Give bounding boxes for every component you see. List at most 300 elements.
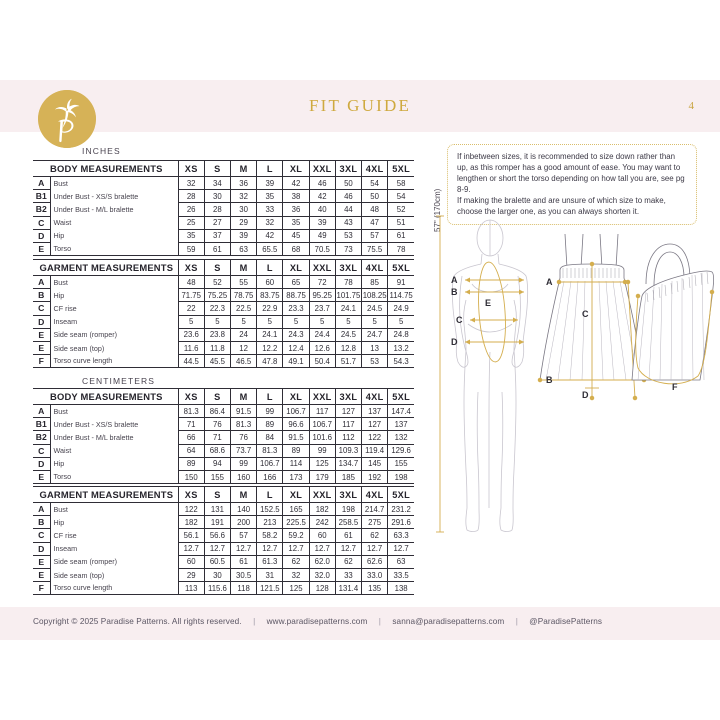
cell-3xl: 61	[335, 529, 361, 542]
size-header-5xl: 5XL	[388, 260, 414, 276]
row-label: Side seam (romper)	[50, 328, 178, 341]
page-number: 4	[688, 100, 694, 112]
cell-4xl: 275	[362, 516, 388, 529]
cell-xl: 65	[283, 276, 309, 289]
row-key: A	[33, 177, 50, 190]
table-header-row	[33, 260, 414, 276]
table-body	[33, 177, 414, 256]
cell-3xl: 101.75	[335, 289, 361, 302]
cell-xl: 12.7	[283, 542, 309, 555]
cell-xl: 59.2	[283, 529, 309, 542]
cell-3xl: 112	[335, 431, 361, 444]
cell-s: 86.4	[204, 405, 230, 418]
row-key: F	[33, 582, 50, 595]
size-header-s: S	[204, 161, 230, 177]
cell-xs: 26	[178, 203, 204, 216]
cell-3xl: 12.7	[335, 542, 361, 555]
cell-xs: 71.75	[178, 289, 204, 302]
cell-4xl: 137	[362, 405, 388, 418]
cell-xs: 48	[178, 276, 204, 289]
row-label: Under Bust - XS/S bralette	[50, 190, 178, 203]
cell-m: 78.75	[231, 289, 257, 302]
footer-social[interactable]: @ParadisePatterns	[529, 617, 603, 626]
cell-m: 160	[231, 470, 257, 483]
row-label: CF rise	[50, 529, 178, 542]
cell-s: 56.6	[204, 529, 230, 542]
cell-l: 33	[257, 203, 283, 216]
row-key: E	[33, 328, 50, 341]
table-row	[33, 229, 414, 242]
cell-xxl: 242	[309, 516, 335, 529]
cell-xl: 165	[283, 503, 309, 516]
cell-4xl: 135	[362, 582, 388, 595]
cell-3xl: 134.7	[335, 457, 361, 470]
table-row	[33, 177, 414, 190]
cell-4xl: 12.7	[362, 542, 388, 555]
footer-email[interactable]: sanna@paradisepatterns.com	[392, 617, 505, 626]
cell-xs: 35	[178, 229, 204, 242]
row-key: B2	[33, 203, 50, 216]
table-title: BODY MEASUREMENTS	[33, 161, 178, 177]
cell-l: 22.9	[257, 302, 283, 315]
row-label: Bust	[50, 177, 178, 190]
cell-3xl: 185	[335, 470, 361, 483]
row-label: Torso curve length	[50, 582, 178, 595]
size-header-m: M	[231, 161, 257, 177]
cell-m: 76	[231, 431, 257, 444]
svg-text:A: A	[451, 275, 458, 285]
cell-s: 71	[204, 431, 230, 444]
cell-l: 32	[257, 216, 283, 229]
cell-l: 166	[257, 470, 283, 483]
cell-l: 213	[257, 516, 283, 529]
cell-xxl: 46	[309, 177, 335, 190]
cell-xxl: 5	[309, 315, 335, 328]
cell-xxl: 49	[309, 229, 335, 242]
cell-s: 34	[204, 177, 230, 190]
cell-5xl: 52	[388, 203, 414, 216]
cell-xxl: 60	[309, 529, 335, 542]
size-header-l: L	[257, 260, 283, 276]
cell-xs: 182	[178, 516, 204, 529]
size-header-m: M	[231, 487, 257, 503]
table-row	[33, 328, 414, 341]
cell-m: 22.5	[231, 302, 257, 315]
cell-4xl: 57	[362, 229, 388, 242]
table-header-row	[33, 487, 414, 503]
cell-s: 45.5	[204, 355, 230, 368]
cell-xl: 12.4	[283, 341, 309, 354]
table-title: BODY MEASUREMENTS	[33, 389, 178, 405]
cell-5xl: 132	[388, 431, 414, 444]
footer-website[interactable]: www.paradisepatterns.com	[266, 617, 368, 626]
table-row	[33, 276, 414, 289]
cell-4xl: 54	[362, 177, 388, 190]
row-key: C	[33, 444, 50, 457]
cell-s: 131	[204, 503, 230, 516]
table-body	[33, 503, 414, 595]
cell-xxl: 72	[309, 276, 335, 289]
cell-m: 91.5	[231, 405, 257, 418]
cell-s: 28	[204, 203, 230, 216]
row-label: Inseam	[50, 315, 178, 328]
cell-xl: 125	[283, 582, 309, 595]
row-label: Side seam (top)	[50, 341, 178, 354]
cell-3xl: 46	[335, 190, 361, 203]
svg-text:A: A	[546, 277, 553, 287]
cell-xl: 88.75	[283, 289, 309, 302]
size-header-s: S	[204, 260, 230, 276]
cell-l: 106.7	[257, 457, 283, 470]
cell-xxl: 40	[309, 203, 335, 216]
cell-xs: 150	[178, 470, 204, 483]
cell-xl: 24.3	[283, 328, 309, 341]
cell-3xl: 51.7	[335, 355, 361, 368]
cell-5xl: 78	[388, 242, 414, 255]
cell-5xl: 24.9	[388, 302, 414, 315]
row-label: Hip	[50, 457, 178, 470]
cell-xxl: 106.7	[309, 418, 335, 431]
size-header-xl: XL	[283, 260, 309, 276]
cell-l: 99	[257, 405, 283, 418]
table-row	[33, 457, 414, 470]
cell-l: 65.5	[257, 242, 283, 255]
size-header-5xl: 5XL	[388, 487, 414, 503]
cell-xs: 71	[178, 418, 204, 431]
cell-xs: 81.3	[178, 405, 204, 418]
cell-3xl: 73	[335, 242, 361, 255]
cell-l: 61.3	[257, 555, 283, 568]
cell-xxl: 39	[309, 216, 335, 229]
table-inches-body	[33, 160, 414, 256]
cell-5xl: 129.6	[388, 444, 414, 457]
cell-m: 57	[231, 529, 257, 542]
cell-3xl: 78	[335, 276, 361, 289]
cell-4xl: 33.0	[362, 568, 388, 581]
cell-xl: 91.5	[283, 431, 309, 444]
row-label: Bust	[50, 276, 178, 289]
size-header-3xl: 3XL	[335, 389, 361, 405]
page-title: FIT GUIDE	[308, 96, 412, 115]
svg-text:D: D	[582, 390, 589, 400]
table-header-row	[33, 389, 414, 405]
measurements-table	[33, 160, 414, 256]
cell-m: 73.7	[231, 444, 257, 457]
table-row	[33, 203, 414, 216]
cell-xxl: 12.6	[309, 341, 335, 354]
cell-5xl: 291.6	[388, 516, 414, 529]
cell-5xl: 137	[388, 418, 414, 431]
row-label: Side seam (top)	[50, 568, 178, 581]
cell-xl: 89	[283, 444, 309, 457]
cell-l: 152.5	[257, 503, 283, 516]
row-label: Under Bust - XS/S bralette	[50, 418, 178, 431]
cell-4xl: 24.7	[362, 328, 388, 341]
cell-m: 61	[231, 555, 257, 568]
cell-xs: 5	[178, 315, 204, 328]
svg-text:D: D	[451, 337, 458, 347]
cell-s: 12.7	[204, 542, 230, 555]
cell-m: 30.5	[231, 568, 257, 581]
cell-l: 5	[257, 315, 283, 328]
table-inches-garment	[33, 259, 414, 368]
cell-3xl: 109.3	[335, 444, 361, 457]
cell-xs: 11.6	[178, 341, 204, 354]
footer-separator-3: |	[515, 617, 518, 626]
cell-xxl: 32.0	[309, 568, 335, 581]
cell-3xl: 62	[335, 555, 361, 568]
cell-s: 75.25	[204, 289, 230, 302]
row-label: Torso	[50, 470, 178, 483]
row-label: Bust	[50, 503, 178, 516]
row-key: A	[33, 405, 50, 418]
svg-text:C: C	[456, 315, 463, 325]
cell-xxl: 182	[309, 503, 335, 516]
row-label: Side seam (romper)	[50, 555, 178, 568]
cell-m: 32	[231, 190, 257, 203]
cell-5xl: 51	[388, 216, 414, 229]
cell-xl: 32	[283, 568, 309, 581]
row-key: D	[33, 542, 50, 555]
cell-3xl: 127	[335, 405, 361, 418]
cell-s: 22.3	[204, 302, 230, 315]
cell-m: 36	[231, 177, 257, 190]
cell-l: 84	[257, 431, 283, 444]
cell-4xl: 24.5	[362, 302, 388, 315]
cell-3xl: 50	[335, 177, 361, 190]
table-row	[33, 555, 414, 568]
cell-xl: 35	[283, 216, 309, 229]
row-label: Under Bust - M/L bralette	[50, 431, 178, 444]
row-key: B2	[33, 431, 50, 444]
cell-4xl: 5	[362, 315, 388, 328]
top-labels	[672, 382, 678, 392]
cell-m: 55	[231, 276, 257, 289]
cell-xxl: 125	[309, 457, 335, 470]
cell-xxl: 95.25	[309, 289, 335, 302]
cell-m: 5	[231, 315, 257, 328]
cell-xxl: 62.0	[309, 555, 335, 568]
cell-4xl: 62.6	[362, 555, 388, 568]
cell-xl: 106.7	[283, 405, 309, 418]
size-header-4xl: 4XL	[362, 161, 388, 177]
cell-4xl: 48	[362, 203, 388, 216]
cell-xs: 64	[178, 444, 204, 457]
cell-s: 68.6	[204, 444, 230, 457]
cell-l: 58.2	[257, 529, 283, 542]
cell-s: 37	[204, 229, 230, 242]
row-key: D	[33, 457, 50, 470]
size-header-xxl: XXL	[309, 161, 335, 177]
model-height-label: 57" (170cm)	[433, 188, 442, 232]
cell-xxl: 70.5	[309, 242, 335, 255]
row-key: D	[33, 315, 50, 328]
row-key: E	[33, 242, 50, 255]
cell-4xl: 192	[362, 470, 388, 483]
cell-5xl: 63	[388, 555, 414, 568]
unit-label-centimeters: CENTIMETERS	[82, 376, 156, 386]
cell-3xl: 44	[335, 203, 361, 216]
row-key: B	[33, 516, 50, 529]
size-header-m: M	[231, 389, 257, 405]
cell-4xl: 85	[362, 276, 388, 289]
cell-3xl: 12.8	[335, 341, 361, 354]
cell-xl: 38	[283, 190, 309, 203]
cell-3xl: 43	[335, 216, 361, 229]
row-label: Inseam	[50, 542, 178, 555]
row-label: Hip	[50, 229, 178, 242]
cell-s: 27	[204, 216, 230, 229]
row-label: Torso curve length	[50, 355, 178, 368]
cell-5xl: 147.4	[388, 405, 414, 418]
size-header-4xl: 4XL	[362, 389, 388, 405]
cell-xl: 96.6	[283, 418, 309, 431]
cell-3xl: 131.4	[335, 582, 361, 595]
table-row	[33, 355, 414, 368]
cell-5xl: 114.75	[388, 289, 414, 302]
cell-5xl: 198	[388, 470, 414, 483]
cell-xs: 44.5	[178, 355, 204, 368]
cell-s: 155	[204, 470, 230, 483]
cell-xs: 59	[178, 242, 204, 255]
cell-l: 81.3	[257, 444, 283, 457]
cell-l: 121.5	[257, 582, 283, 595]
size-header-3xl: 3XL	[335, 161, 361, 177]
size-header-xl: XL	[283, 487, 309, 503]
cell-m: 12	[231, 341, 257, 354]
size-header-s: S	[204, 389, 230, 405]
cell-5xl: 12.7	[388, 542, 414, 555]
cell-xxl: 101.6	[309, 431, 335, 444]
footer-separator-2: |	[378, 617, 381, 626]
cell-xxl: 99	[309, 444, 335, 457]
cell-3xl: 258.5	[335, 516, 361, 529]
row-key: E	[33, 341, 50, 354]
cell-l: 89	[257, 418, 283, 431]
cell-4xl: 62	[362, 529, 388, 542]
row-key: E	[33, 470, 50, 483]
cell-4xl: 47	[362, 216, 388, 229]
row-label: CF rise	[50, 302, 178, 315]
cell-3xl: 24.5	[335, 328, 361, 341]
row-key: F	[33, 355, 50, 368]
cell-xl: 225.5	[283, 516, 309, 529]
table-row	[33, 470, 414, 483]
cell-xl: 23.3	[283, 302, 309, 315]
cell-5xl: 54	[388, 190, 414, 203]
sizing-note-text: If inbetween sizes, it is recommended to size down rather than up, as this romper has a good amount of ease. You may want to lengthen or short the torso depending on how tall you are, see pg 8-9. If making the bralette and are unsure of which size to make, choose the larger one, as you can always shorten it.	[457, 152, 685, 216]
cell-5xl: 155	[388, 457, 414, 470]
table-title: GARMENT MEASUREMENTS	[33, 260, 178, 276]
cell-s: 76	[204, 418, 230, 431]
technical-illustrations	[432, 212, 720, 604]
row-label: Torso	[50, 242, 178, 255]
row-key: E	[33, 555, 50, 568]
cell-s: 30	[204, 568, 230, 581]
cell-5xl: 5	[388, 315, 414, 328]
cell-xs: 66	[178, 431, 204, 444]
cell-m: 12.7	[231, 542, 257, 555]
cell-s: 52	[204, 276, 230, 289]
cell-xs: 22	[178, 302, 204, 315]
cell-m: 81.3	[231, 418, 257, 431]
cell-xs: 29	[178, 568, 204, 581]
size-header-m: M	[231, 260, 257, 276]
cell-xs: 113	[178, 582, 204, 595]
table-row	[33, 542, 414, 555]
row-key: E	[33, 568, 50, 581]
cell-m: 46.5	[231, 355, 257, 368]
cell-m: 99	[231, 457, 257, 470]
cell-l: 60	[257, 276, 283, 289]
size-header-4xl: 4XL	[362, 260, 388, 276]
cell-4xl: 145	[362, 457, 388, 470]
cell-l: 83.75	[257, 289, 283, 302]
cell-4xl: 119.4	[362, 444, 388, 457]
cell-xs: 12.7	[178, 542, 204, 555]
cell-xxl: 42	[309, 190, 335, 203]
cell-xl: 173	[283, 470, 309, 483]
cell-3xl: 5	[335, 315, 361, 328]
cell-5xl: 138	[388, 582, 414, 595]
body-figure-outline	[452, 220, 527, 532]
cell-xxl: 12.7	[309, 542, 335, 555]
cell-xl: 5	[283, 315, 309, 328]
row-label: Hip	[50, 516, 178, 529]
table-row	[33, 341, 414, 354]
footer	[0, 617, 720, 626]
footer-copyright: Copyright © 2025 Paradise Patterns. All rights reserved.	[33, 617, 242, 626]
table-row	[33, 568, 414, 581]
cell-5xl: 54.3	[388, 355, 414, 368]
row-label: Hip	[50, 289, 178, 302]
cell-xs: 56.1	[178, 529, 204, 542]
cell-l: 42	[257, 229, 283, 242]
size-header-l: L	[257, 161, 283, 177]
table-row	[33, 242, 414, 255]
measurements-table	[33, 486, 414, 595]
size-header-5xl: 5XL	[388, 389, 414, 405]
cell-4xl: 214.7	[362, 503, 388, 516]
cell-xs: 122	[178, 503, 204, 516]
table-cm-garment	[33, 486, 414, 595]
table-row	[33, 216, 414, 229]
cell-xl: 114	[283, 457, 309, 470]
row-key: C	[33, 302, 50, 315]
table-row	[33, 405, 414, 418]
cell-3xl: 198	[335, 503, 361, 516]
cell-xs: 60	[178, 555, 204, 568]
cell-m: 30	[231, 203, 257, 216]
cell-xl: 62	[283, 555, 309, 568]
row-label: Waist	[50, 216, 178, 229]
cell-m: 118	[231, 582, 257, 595]
cell-s: 5	[204, 315, 230, 328]
row-key: A	[33, 503, 50, 516]
svg-text:B: B	[546, 375, 553, 385]
row-label: Bust	[50, 405, 178, 418]
cell-xl: 68	[283, 242, 309, 255]
size-header-4xl: 4XL	[362, 487, 388, 503]
svg-text:F: F	[672, 382, 678, 392]
cell-s: 60.5	[204, 555, 230, 568]
table-row	[33, 289, 414, 302]
cell-xxl: 117	[309, 405, 335, 418]
size-header-l: L	[257, 487, 283, 503]
cell-l: 24.1	[257, 328, 283, 341]
row-key: D	[33, 229, 50, 242]
size-header-3xl: 3XL	[335, 260, 361, 276]
